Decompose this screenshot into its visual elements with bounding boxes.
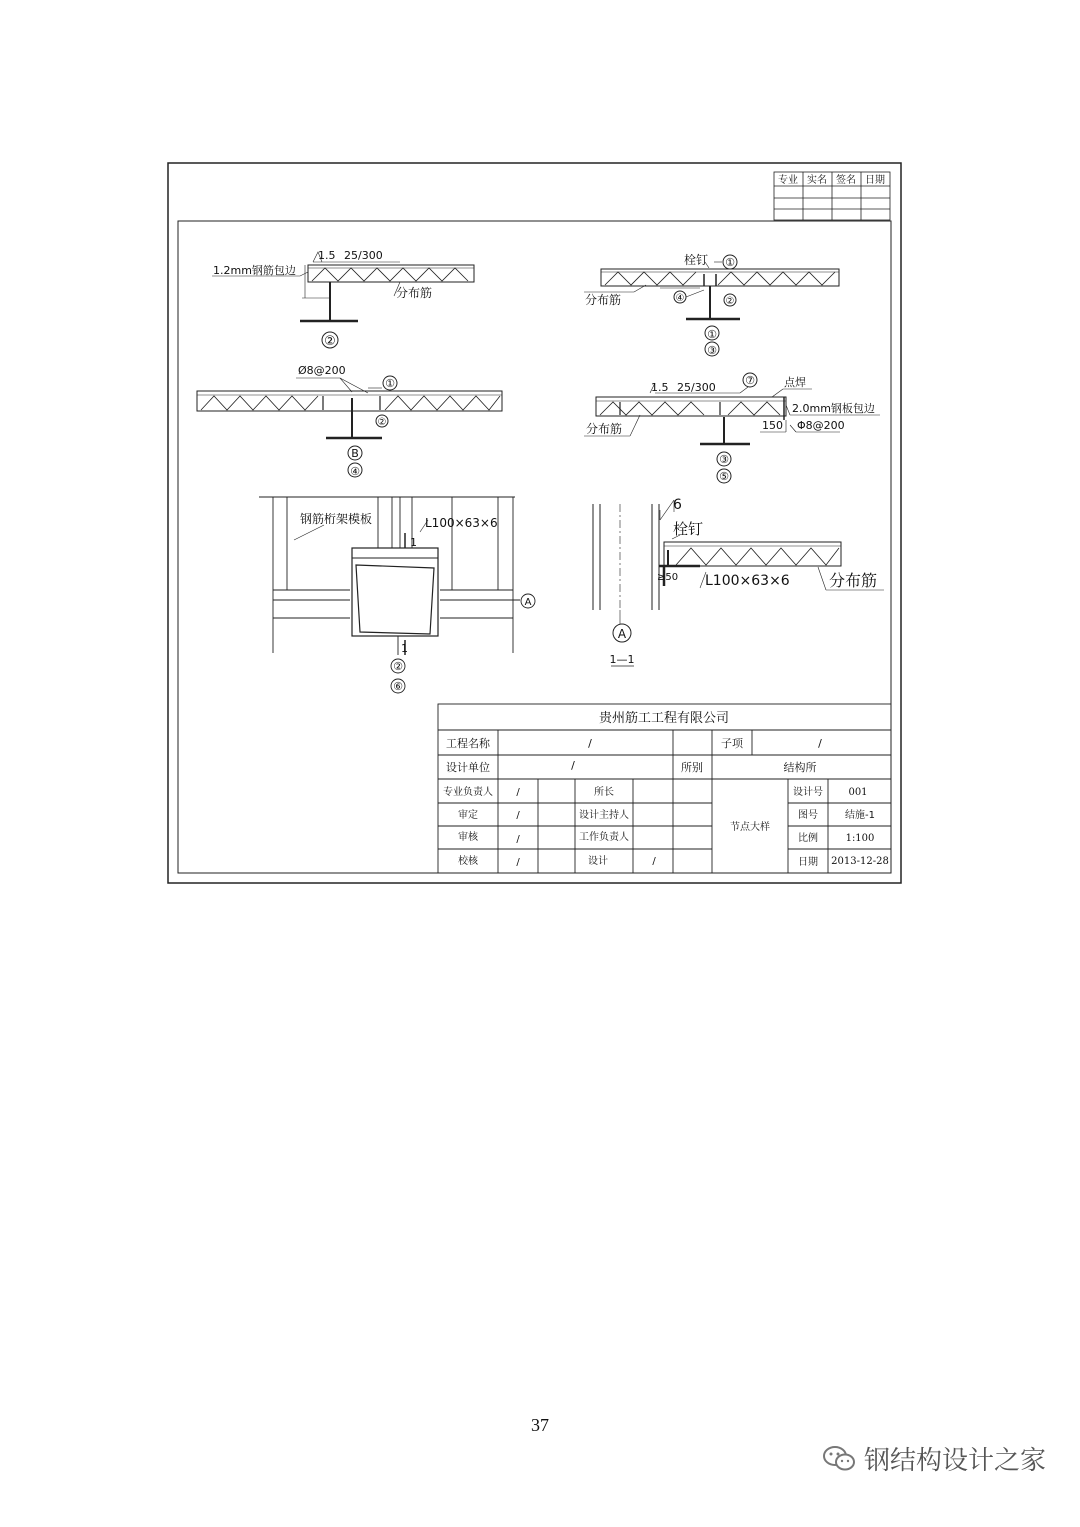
wechat-icon — [822, 1445, 856, 1473]
detail-6-deck-label: 钢筋桁架模板 — [300, 512, 373, 526]
section-1-1-title: 1—1 — [609, 653, 635, 666]
detail-5-member-number: ⑤ — [719, 470, 729, 483]
detail-5-axis: ③ — [719, 453, 729, 466]
specialty-lead-value: / — [516, 787, 520, 798]
design-value: / — [652, 856, 656, 867]
work-lead-label: 工作负责人 — [579, 832, 629, 843]
design-unit-value: / — [571, 759, 575, 772]
project-name-value: / — [588, 737, 592, 750]
watermark — [822, 1440, 1046, 1477]
section-1-1-angle: L100×63×6 — [705, 573, 790, 589]
detail-4-axis: B — [351, 447, 359, 460]
detail-3-axis: ① — [707, 328, 717, 341]
section-1-1-dist-rebar: 分布筋 — [829, 571, 878, 590]
rev-header-sign: 签名 — [836, 175, 856, 186]
detail-3-ref-2: ② — [725, 296, 735, 307]
review-label: 审核 — [458, 832, 478, 843]
detail-2-slope: 1.5 — [318, 249, 336, 262]
detail-6-cut-top: 1 — [410, 536, 417, 549]
section-1-1-axis: A — [617, 627, 627, 641]
date-value: 2013-12-28 — [831, 856, 889, 867]
detail-3-member-number: ③ — [707, 344, 717, 357]
detail-6-member-number: ⑥ — [393, 680, 403, 693]
inner-frame — [178, 221, 891, 873]
sub-item-value: / — [818, 737, 822, 750]
watermark-text: 钢结构设计之家 — [863, 1446, 1046, 1476]
sub-item-label: 子项 — [721, 737, 743, 750]
detail-3-stud: 栓钉 — [684, 253, 709, 267]
page-number: 37 — [531, 1415, 549, 1435]
approve-label: 审定 — [458, 810, 478, 821]
title-block-company: 贵州筋工工程有限公司 — [598, 711, 730, 726]
design-no-value: 001 — [848, 787, 868, 798]
design-host-label: 设计主持人 — [579, 810, 629, 821]
scale-value: 1:100 — [845, 833, 875, 844]
detail-5-slope: 1.5 — [651, 381, 669, 394]
title-block-grid — [438, 704, 891, 873]
detail-6-cut-bottom: 1 — [401, 642, 408, 655]
design-unit-label: 设计单位 — [446, 761, 490, 774]
drawing-no-value: 结施-1 — [845, 810, 875, 821]
detail-5-spot-weld: 点焊 — [784, 376, 806, 389]
section-1-1-weld: 6 — [673, 497, 682, 513]
date-label: 日期 — [798, 857, 818, 868]
review-value: / — [516, 834, 520, 845]
check-value: / — [516, 857, 520, 868]
detail-2-member-number: ② — [324, 334, 336, 349]
detail-6-axis-a: A — [524, 597, 532, 608]
detail-4-ref-1: ① — [385, 377, 395, 390]
rev-header-specialty: 专业 — [778, 175, 798, 186]
dept-value: 结构所 — [783, 761, 817, 774]
rev-header-name: 实名 — [807, 175, 827, 186]
project-name-label: 工程名称 — [446, 737, 490, 750]
dept-label: 所别 — [681, 761, 703, 774]
check-label: 校核 — [458, 856, 478, 867]
detail-4-member-number: ④ — [350, 465, 360, 478]
design-label: 设计 — [588, 856, 608, 867]
detail-5-dist-rebar: 分布筋 — [586, 422, 623, 436]
detail-5-edge-label: 2.0mm钢板包边 — [792, 402, 875, 415]
detail-3-ref-4: ④ — [675, 293, 685, 304]
drawing-title: 节点大样 — [730, 822, 770, 833]
detail-3-ref-1: ① — [725, 256, 735, 269]
detail-4-rebar: Ø8@200 — [298, 364, 346, 377]
rev-header-date: 日期 — [865, 175, 885, 186]
specialty-lead-label: 专业负责人 — [443, 787, 493, 798]
design-no-label: 设计号 — [793, 787, 823, 798]
scale-label: 比例 — [798, 833, 818, 844]
detail-6-angle: L100×63×6 — [425, 516, 498, 530]
director-label: 所长 — [594, 787, 614, 798]
detail-5-rebar: Φ8@200 — [797, 419, 845, 432]
detail-5-ref-7: ⑦ — [745, 374, 755, 387]
detail-3-dist-rebar: 分布筋 — [585, 293, 622, 307]
approve-value: / — [516, 810, 520, 821]
detail-2-edge-label: 1.2mm钢筋包边 — [213, 264, 296, 277]
detail-4-drawing — [197, 376, 502, 477]
detail-4-ref-2: ② — [377, 417, 387, 428]
section-1-1-dim: ≥50 — [657, 572, 679, 583]
section-1-1-stud: 栓钉 — [673, 520, 704, 538]
detail-6-axis-2: ② — [393, 660, 403, 673]
detail-5-dim-150: 150 — [762, 419, 783, 432]
detail-2-slope-rest: 25/300 — [344, 249, 383, 262]
detail-2-dist-rebar: 分布筋 — [396, 286, 433, 300]
drawing-no-label: 图号 — [798, 810, 818, 821]
detail-5-slope-rest: 25/300 — [677, 381, 716, 394]
